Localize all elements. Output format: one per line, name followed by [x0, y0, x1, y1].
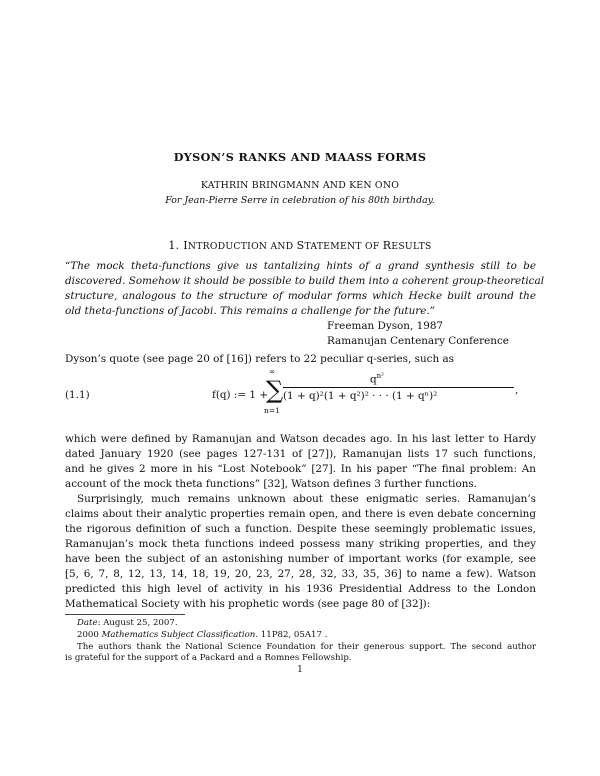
body-line: Surprisingly, much remains unknown about these enigmatic series. Ramanujan’s — [77, 493, 536, 505]
body-line: claims about their analytic properties remain open, and there is even debate concerning — [65, 508, 536, 520]
section-word-results: ESULTS — [391, 241, 432, 252]
paper-title: DYSON’S RANKS AND MAASS FORMS — [173, 150, 427, 164]
numerator-base: q — [370, 373, 377, 386]
body-line: and he gives 2 more in his “Lost Notebook” [27]. In his paper “The final problem: An — [65, 463, 536, 475]
body-line: [5, 6, 7, 8, 12, 13, 14, 18, 19, 20, 23, 27, 28, 32, 33, 35, 36] to name a few). Watson — [65, 568, 536, 580]
section-cap-r: R — [382, 239, 392, 252]
body-line: Mathematical Society with his prophetic words (see page 80 of [32]): — [65, 598, 431, 610]
quote-line: old theta-functions of Jacobi. This remains a challenge for the future.” — [65, 305, 435, 317]
numerator-exponent: n² — [376, 372, 384, 380]
page-number: 1 — [297, 665, 303, 675]
attribution-name: Freeman Dyson, 1987 — [327, 320, 444, 332]
fraction-numerator — [370, 372, 384, 385]
authors: KATHRIN BRINGMANN AND KEN ONO — [200, 180, 400, 191]
dedication: For Jean-Pierre Serre in celebration of his 80th birthday. — [165, 195, 435, 206]
body-line: Ramanujan’s mock theta functions indeed possess many striking properties, and they — [65, 538, 536, 550]
sum-lower-limit: n=1 — [264, 406, 280, 415]
msc-value: 11P82, 05A17 . — [258, 630, 328, 640]
fraction-bar — [283, 387, 514, 388]
equation-lhs: f(q) := 1 + — [212, 389, 269, 401]
section-number: 1. — [168, 239, 184, 252]
footnote-date — [77, 618, 178, 628]
footnote-msc — [77, 630, 327, 640]
date-value: : August 25, 2007. — [97, 618, 178, 628]
attribution-event: Ramanujan Centenary Conference — [327, 335, 509, 347]
section-cap-s: S — [296, 239, 305, 252]
msc-prefix: 2000 — [77, 630, 102, 640]
body-line: account of the mock theta functions” [32], Watson defines 3 further functions. — [65, 478, 478, 490]
sum-upper-limit: ∞ — [269, 367, 276, 376]
date-label: Date — [77, 618, 98, 628]
equation-number: (1.1) — [65, 389, 90, 401]
quote-line: “The mock theta-functions give us tantalizing hints of a grand synthesis still to be — [65, 260, 536, 272]
footnote-thanks: The authors thank the National Science Foundation for their generous support. The second author — [77, 642, 536, 652]
body-line: have been the subject of an astonishing number of important works (for example, see — [65, 553, 536, 565]
body-line: which were defined by Ramanujan and Watson decades ago. In his last letter to Hardy — [65, 433, 536, 445]
section-word-statement: TATEMENT OF — [304, 241, 383, 252]
footnote-rule — [65, 614, 185, 615]
msc-label: Mathematics Subject Classification. — [101, 630, 259, 640]
sum-symbol: ∑ — [266, 376, 284, 404]
section-cap-i: I — [183, 239, 188, 252]
intro-line: Dyson’s quote (see page 20 of [16]) refers to 22 peculiar q-series, such as — [65, 353, 454, 365]
quote-line: structure, analogous to the structure of modular forms which Hecke built around the — [65, 290, 536, 302]
quote-line: discovered. Somehow it should be possible to build them into a coherent group-theoretical — [65, 275, 545, 287]
body-line: predicted this high level of activity in his 1936 Presidential Address to the London — [65, 583, 536, 595]
equation-trailing-comma: , — [515, 384, 519, 396]
section-heading — [0, 239, 600, 252]
body-line: dated January 1920 (see pages 127-131 of [27]), Ramanujan lists 17 such functions, — [65, 448, 536, 460]
fraction-denominator: (1 + q)²(1 + q²)² · · · (1 + qⁿ)² — [283, 390, 438, 402]
body-line: the rigorous definition of such a function. Despite these seemingly problematic issues, — [65, 523, 536, 535]
footnote-thanks: is grateful for the support of a Packard and a Romnes Fellowship. — [65, 653, 352, 663]
section-word-intro: NTRODUCTION AND — [187, 241, 297, 252]
